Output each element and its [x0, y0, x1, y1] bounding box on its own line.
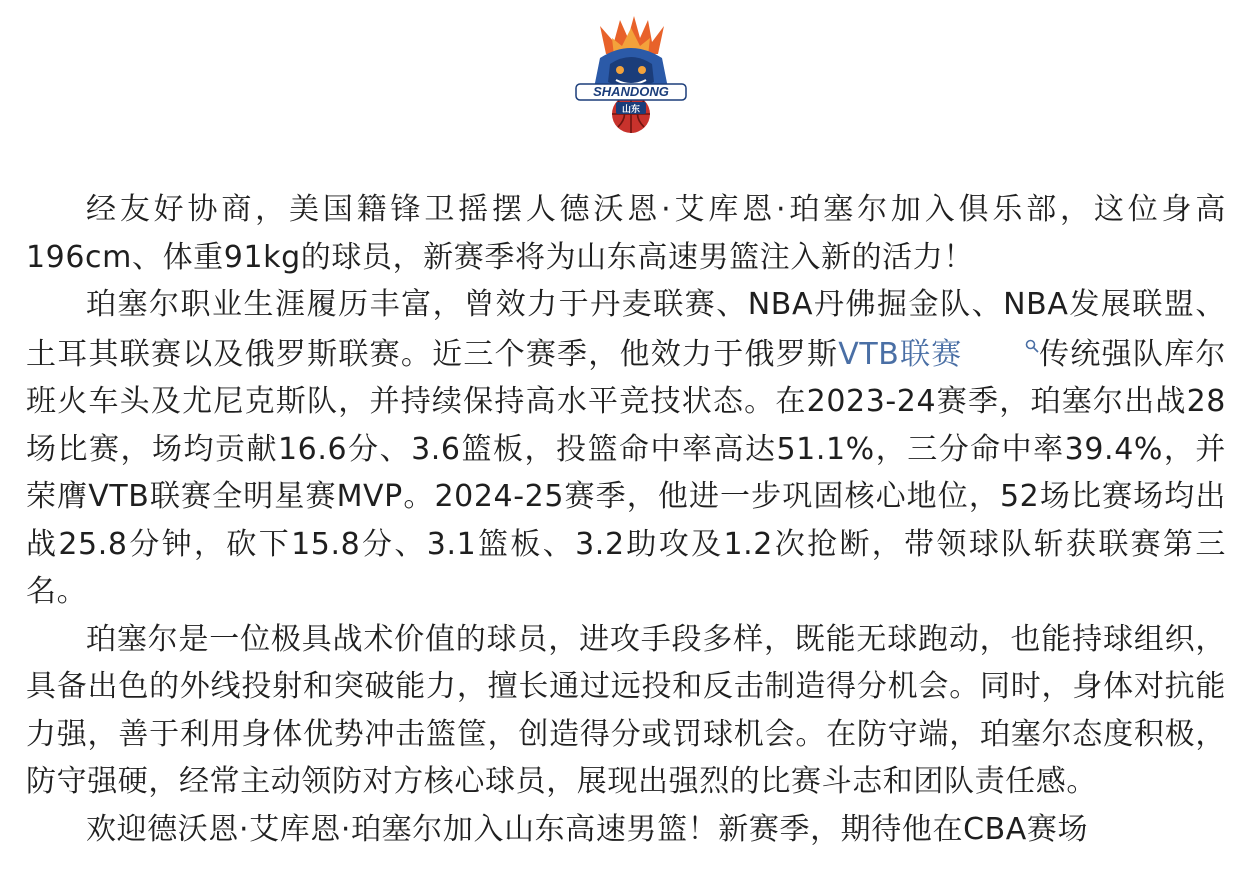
dragon-crest-icon — [570, 14, 692, 136]
article-body — [26, 186, 1226, 853]
career-text-start: 珀塞尔职业生涯履历丰富，曾效力于丹麦联赛、NBA丹佛掘金队、NBA发展联盟、土耳其联赛以及俄罗斯联赛。近三个赛季，他效力于俄罗斯 — [26, 287, 1226, 372]
paragraph-career — [26, 281, 1226, 616]
vtb-league-link[interactable]: VTB联赛 — [838, 336, 963, 372]
search-icon[interactable] — [965, 329, 1039, 359]
paragraph-playstyle: 珀塞尔是一位极具战术价值的球员，进攻手段多样，既能无球跑动，也能持球组织，具备出色的外线投射和突破能力，擅长通过远投和反击制造得分机会。同时，身体对抗能力强，善于利用身体优势冲击篮筐，创造得分或罚球机会。在防守端，珀塞尔态度积极，防守强硬，经常主动领防对方核心球员，展现出强烈的比赛斗志和团队责任感。 — [26, 621, 1226, 799]
logo-text-cn: 山东 — [621, 105, 641, 115]
paragraph-welcome: 欢迎德沃恩·艾库恩·珀塞尔加入山东高速男篮！新赛季，期待他在CBA赛场 — [86, 811, 1089, 847]
paragraph-signing: 经友好协商，美国籍锋卫摇摆人德沃恩·艾库恩·珀塞尔加入俱乐部，这位身高196cm、体重91kg的球员，新赛季将为山东高速男篮注入新的活力！ — [26, 192, 1226, 275]
career-text-end: 传统强队库尔班火车头及尤尼克斯队，并持续保持高水平竞技状态。在2023-24赛季，珀塞尔出战28场比赛，场均贡献16.6分、3.6篮板，投篮命中率高达51.1%，三分命中率39.4%，并荣膺VTB联赛全明星赛MVP。2024-25赛季，他进一步巩固核心地位，52场比赛场均出战25.8分钟，砍下15.8分、3.1篮板、3.2助攻及1.2次抢断，带领球队斩获联赛第三名。 — [26, 336, 1226, 609]
team-logo — [570, 14, 692, 136]
logo-text-en: SHANDONG — [593, 84, 669, 99]
